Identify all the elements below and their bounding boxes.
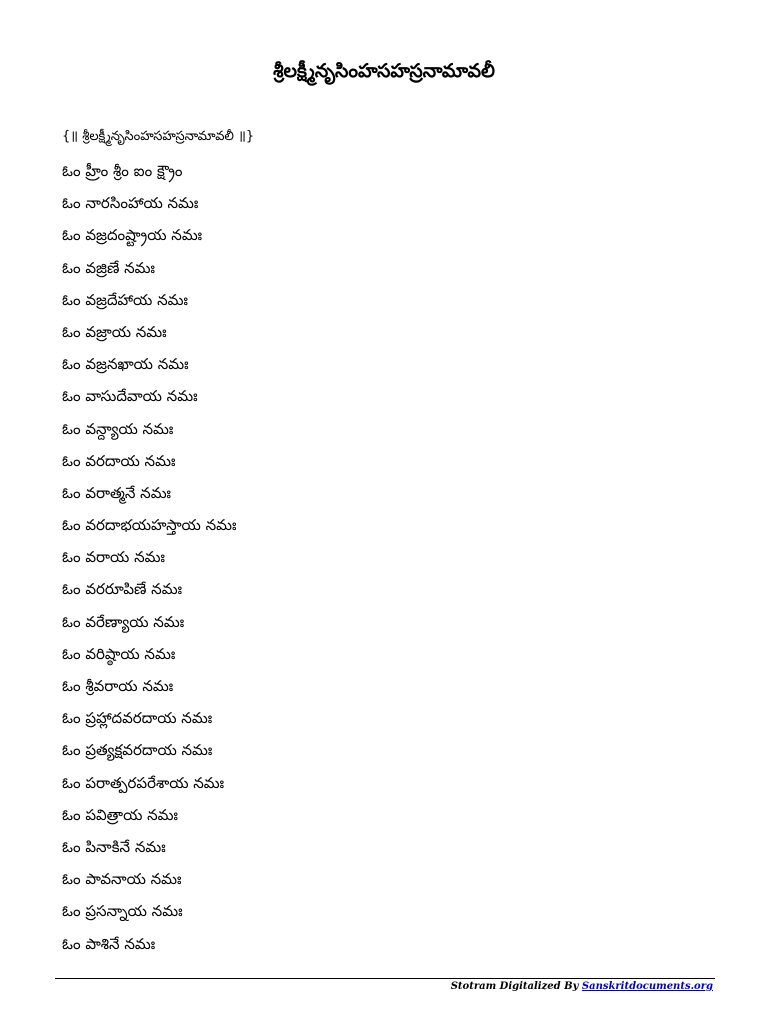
mantra-line: ఓం పినాకినే నమః	[62, 837, 166, 856]
mantra-line: ఓం వజ్రనఖాయ నమః	[62, 355, 189, 374]
mantra-line: ఓం వరదాభయహస్తాయ నమః	[62, 516, 237, 535]
mantra-line: ఓం ప్రసన్నాయ నమః	[62, 902, 183, 921]
document-subtitle: {॥ శ్రీలక్ష్మీనృసింహసహస్రనామావలీ ॥}	[62, 129, 255, 144]
mantra-line: ఓం వరాత్మనే నమః	[62, 483, 172, 502]
mantra-line: ఓం నారసింహాయ నమః	[62, 194, 199, 213]
mantra-line: ఓం పవిత్రాయ నమః	[62, 805, 178, 824]
page-title: శ్రీలక్ష్మీనృసింహసహస్రనామావలీ	[273, 60, 495, 82]
mantra-line: ఓం వజ్రదంష్ట్రాయ నమః	[62, 226, 203, 245]
mantra-line: ఓం పరాత్పరపరేశాయ నమః	[62, 773, 225, 792]
footer-credit	[451, 980, 713, 994]
mantra-line: ఓం వాసుదేవాయ నమః	[62, 387, 198, 406]
mantra-line: ఓం వరిష్ఠాయ నమః	[62, 644, 176, 663]
mantra-line: ఓం శ్రీవరాయ నమః	[62, 677, 174, 695]
mantra-line: ఓం వరాయ నమః	[62, 548, 165, 567]
footer-divider	[55, 978, 715, 979]
mantra-line: ఓం ప్రత్యక్షవరదాయ నమః	[62, 741, 213, 760]
mantra-line: ఓం పావనాయ నమః	[62, 870, 182, 889]
mantra-line: ఓం పాశినే నమః	[62, 934, 156, 953]
mantra-line: ఓం వజ్రాయ నమః	[62, 322, 167, 341]
mantra-line: ఓం వరేణ్యాయ నమః	[62, 612, 185, 631]
sanskritdocuments-link[interactable]: Sanskritdocuments.org	[581, 981, 713, 992]
mantra-list	[62, 158, 236, 963]
mantra-line: ఓం వరరూపిణే నమః	[62, 580, 183, 599]
mantra-line: ఓం వన్ద్యాయ నమః	[62, 419, 174, 438]
mantra-line: ఓం వరదాయ నమః	[62, 451, 176, 470]
mantra-line: ఓం ప్రహ్లాదవరదాయ నమః	[62, 709, 213, 728]
mantra-line: ఓం వజ్రిణే నమః	[62, 258, 155, 277]
mantra-line: ఓం హ్రీం శ్రీం ఐం క్ష్రౌం	[62, 162, 183, 180]
footer-prefix: Stotram Digitalized By	[450, 981, 582, 992]
mantra-line: ఓం వజ్రదేహాయ నమః	[62, 290, 188, 309]
